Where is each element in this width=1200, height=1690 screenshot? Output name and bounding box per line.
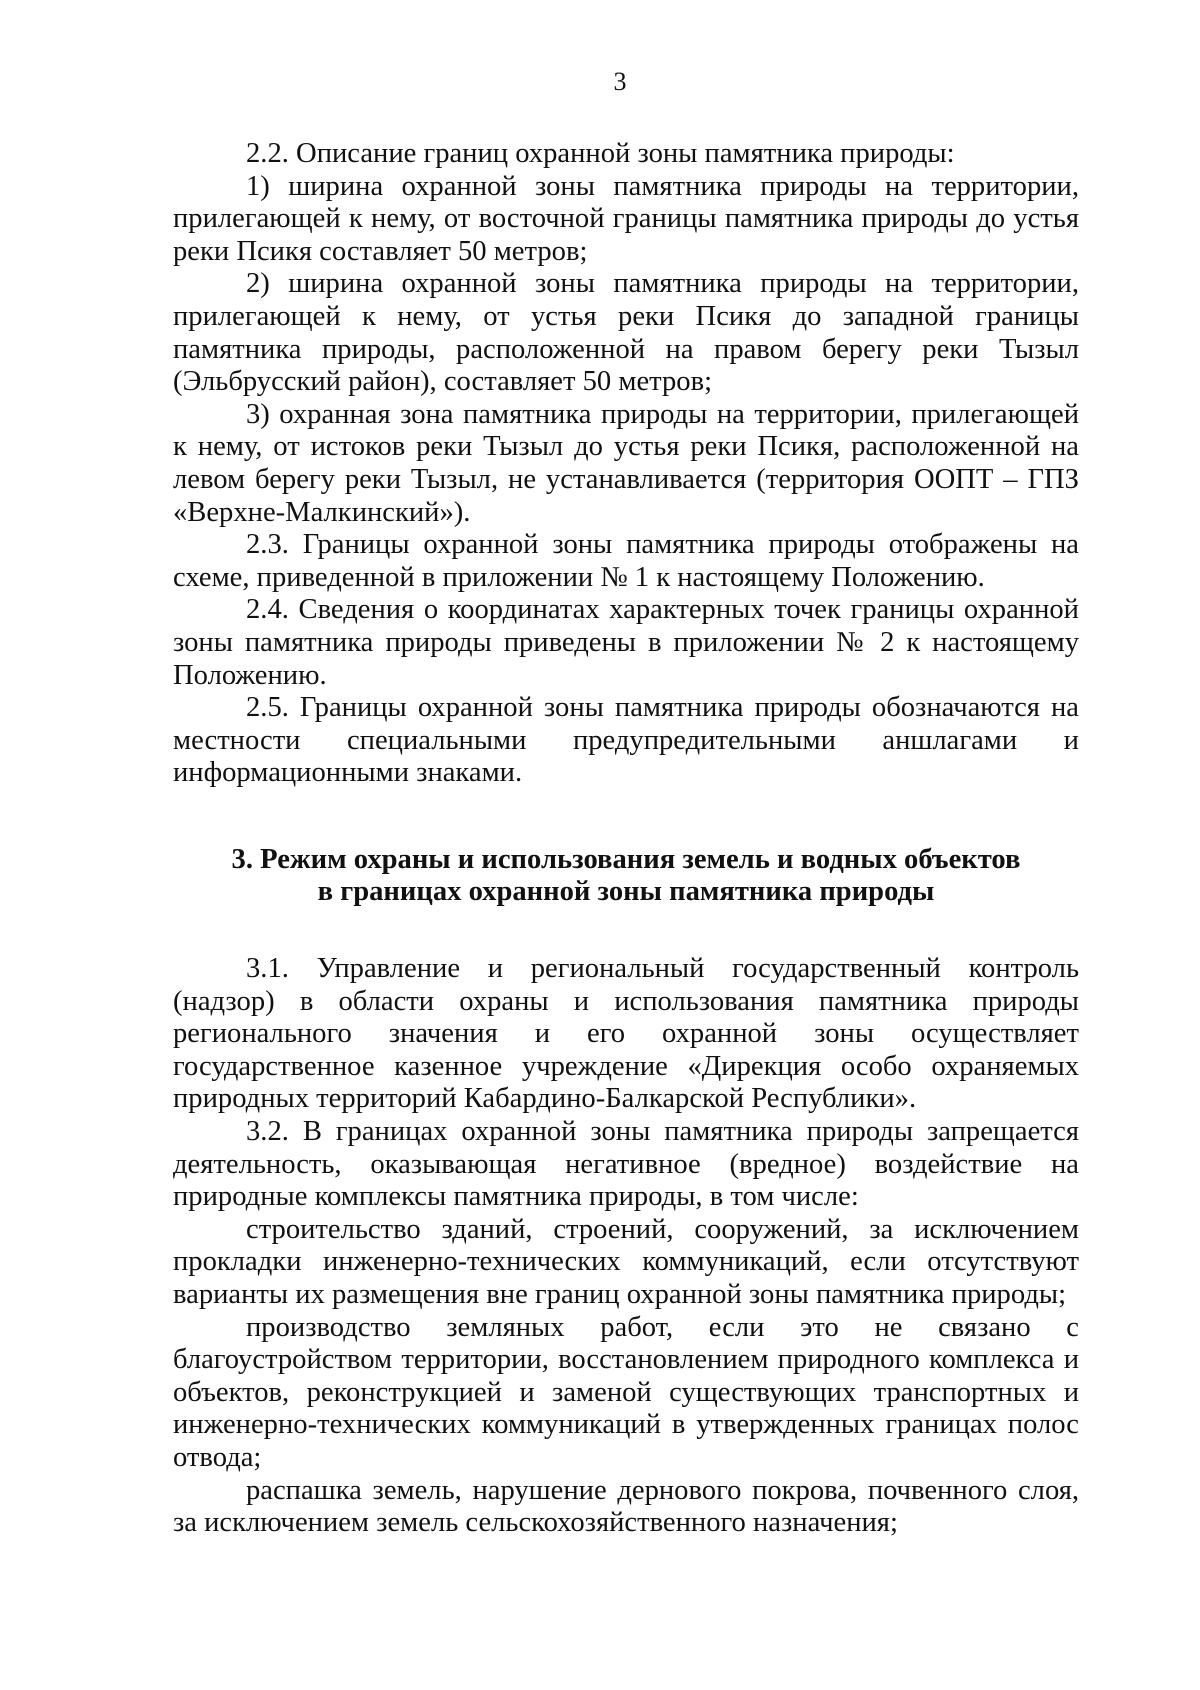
section-3-heading: [173, 844, 1079, 909]
list-item-construction: строительство зданий, строений, сооружений, за исключением прокладки инженерно-технических коммуникаций, если отсутствуют варианты их размещения вне границ охранной зоны памятника природы;: [173, 1213, 1079, 1310]
paragraph-2-2: 2.2. Описание границ охранной зоны памятника природы:: [246, 138, 955, 169]
document-body: [173, 138, 1079, 1540]
paragraph-2-2-item-1: 1) ширина охранной зоны памятника природы на территории, прилегающей к нему, от восточной границы памятника природы до устья реки Псикя составляет 50 метров;: [173, 170, 1079, 267]
paragraph-3-1: 3.1. Управление и региональный государственный контроль (надзор) в области охраны и использования памятника природы регионального значения и его охранной зоны осуществляет государственное казенное учреждение «Дирекция особо охраняемых природных территорий Кабардино-Балкарской Республики».: [173, 953, 1079, 1115]
paragraph-3-2: 3.2. В границах охранной зоны памятника природы запрещается деятельность, оказывающая негативное (вредное) воздействие на природные комплексы памятника природы, в том числе:: [173, 1116, 1079, 1213]
list-item-earthworks: производство земляных работ, если это не связано с благоустройством территории, восстановлением природного комплекса и объектов, реконструкцией и заменой существующих транспортных и инженерно-технических коммуникаций в утвержденных границах полос отвода;: [173, 1311, 1079, 1473]
paragraph-2-3: 2.3. Границы охранной зоны памятника природы отображены на схеме, приведенной в приложении № 1 к настоящему Положению.: [173, 529, 1079, 593]
section-3-heading-line-1: 3. Режим охраны и использования земель и водных объектов: [231, 843, 1021, 875]
paragraph-2-2-item-3: 3) охранная зона памятника природы на территории, прилегающей к нему, от истоков реки Тызыл до устья реки Псикя, расположенной на левом берегу реки Тызыл, не устанавливается (территория ООПТ – ГПЗ «Верхне-Малкинский»).: [173, 398, 1079, 528]
paragraph-2-5: 2.5. Границы охранной зоны памятника природы обозначаются на местности специальными предупредительными аншлагами и информационными знаками.: [173, 692, 1079, 789]
list-item-plowing: распашка земель, нарушение дернового покрова, почвенного слоя, за исключением земель сельскохозяйственного назначения;: [173, 1474, 1079, 1539]
paragraph-2-4: 2.4. Сведения о координатах характерных точек границы охранной зоны памятника природы приведены в приложении № 2 к настоящему Положению.: [173, 594, 1079, 691]
page-number: 3: [613, 67, 627, 96]
paragraph-2-2-item-2: 2) ширина охранной зоны памятника природы на территории, прилегающей к нему, от устья реки Псикя до западной границы памятника природы, расположенной на правом берегу реки Тызыл (Эльбрусский район), составляет 50 метров;: [173, 268, 1079, 398]
section-3-heading-line-2: в границах охранной зоны памятника природы: [317, 876, 935, 908]
